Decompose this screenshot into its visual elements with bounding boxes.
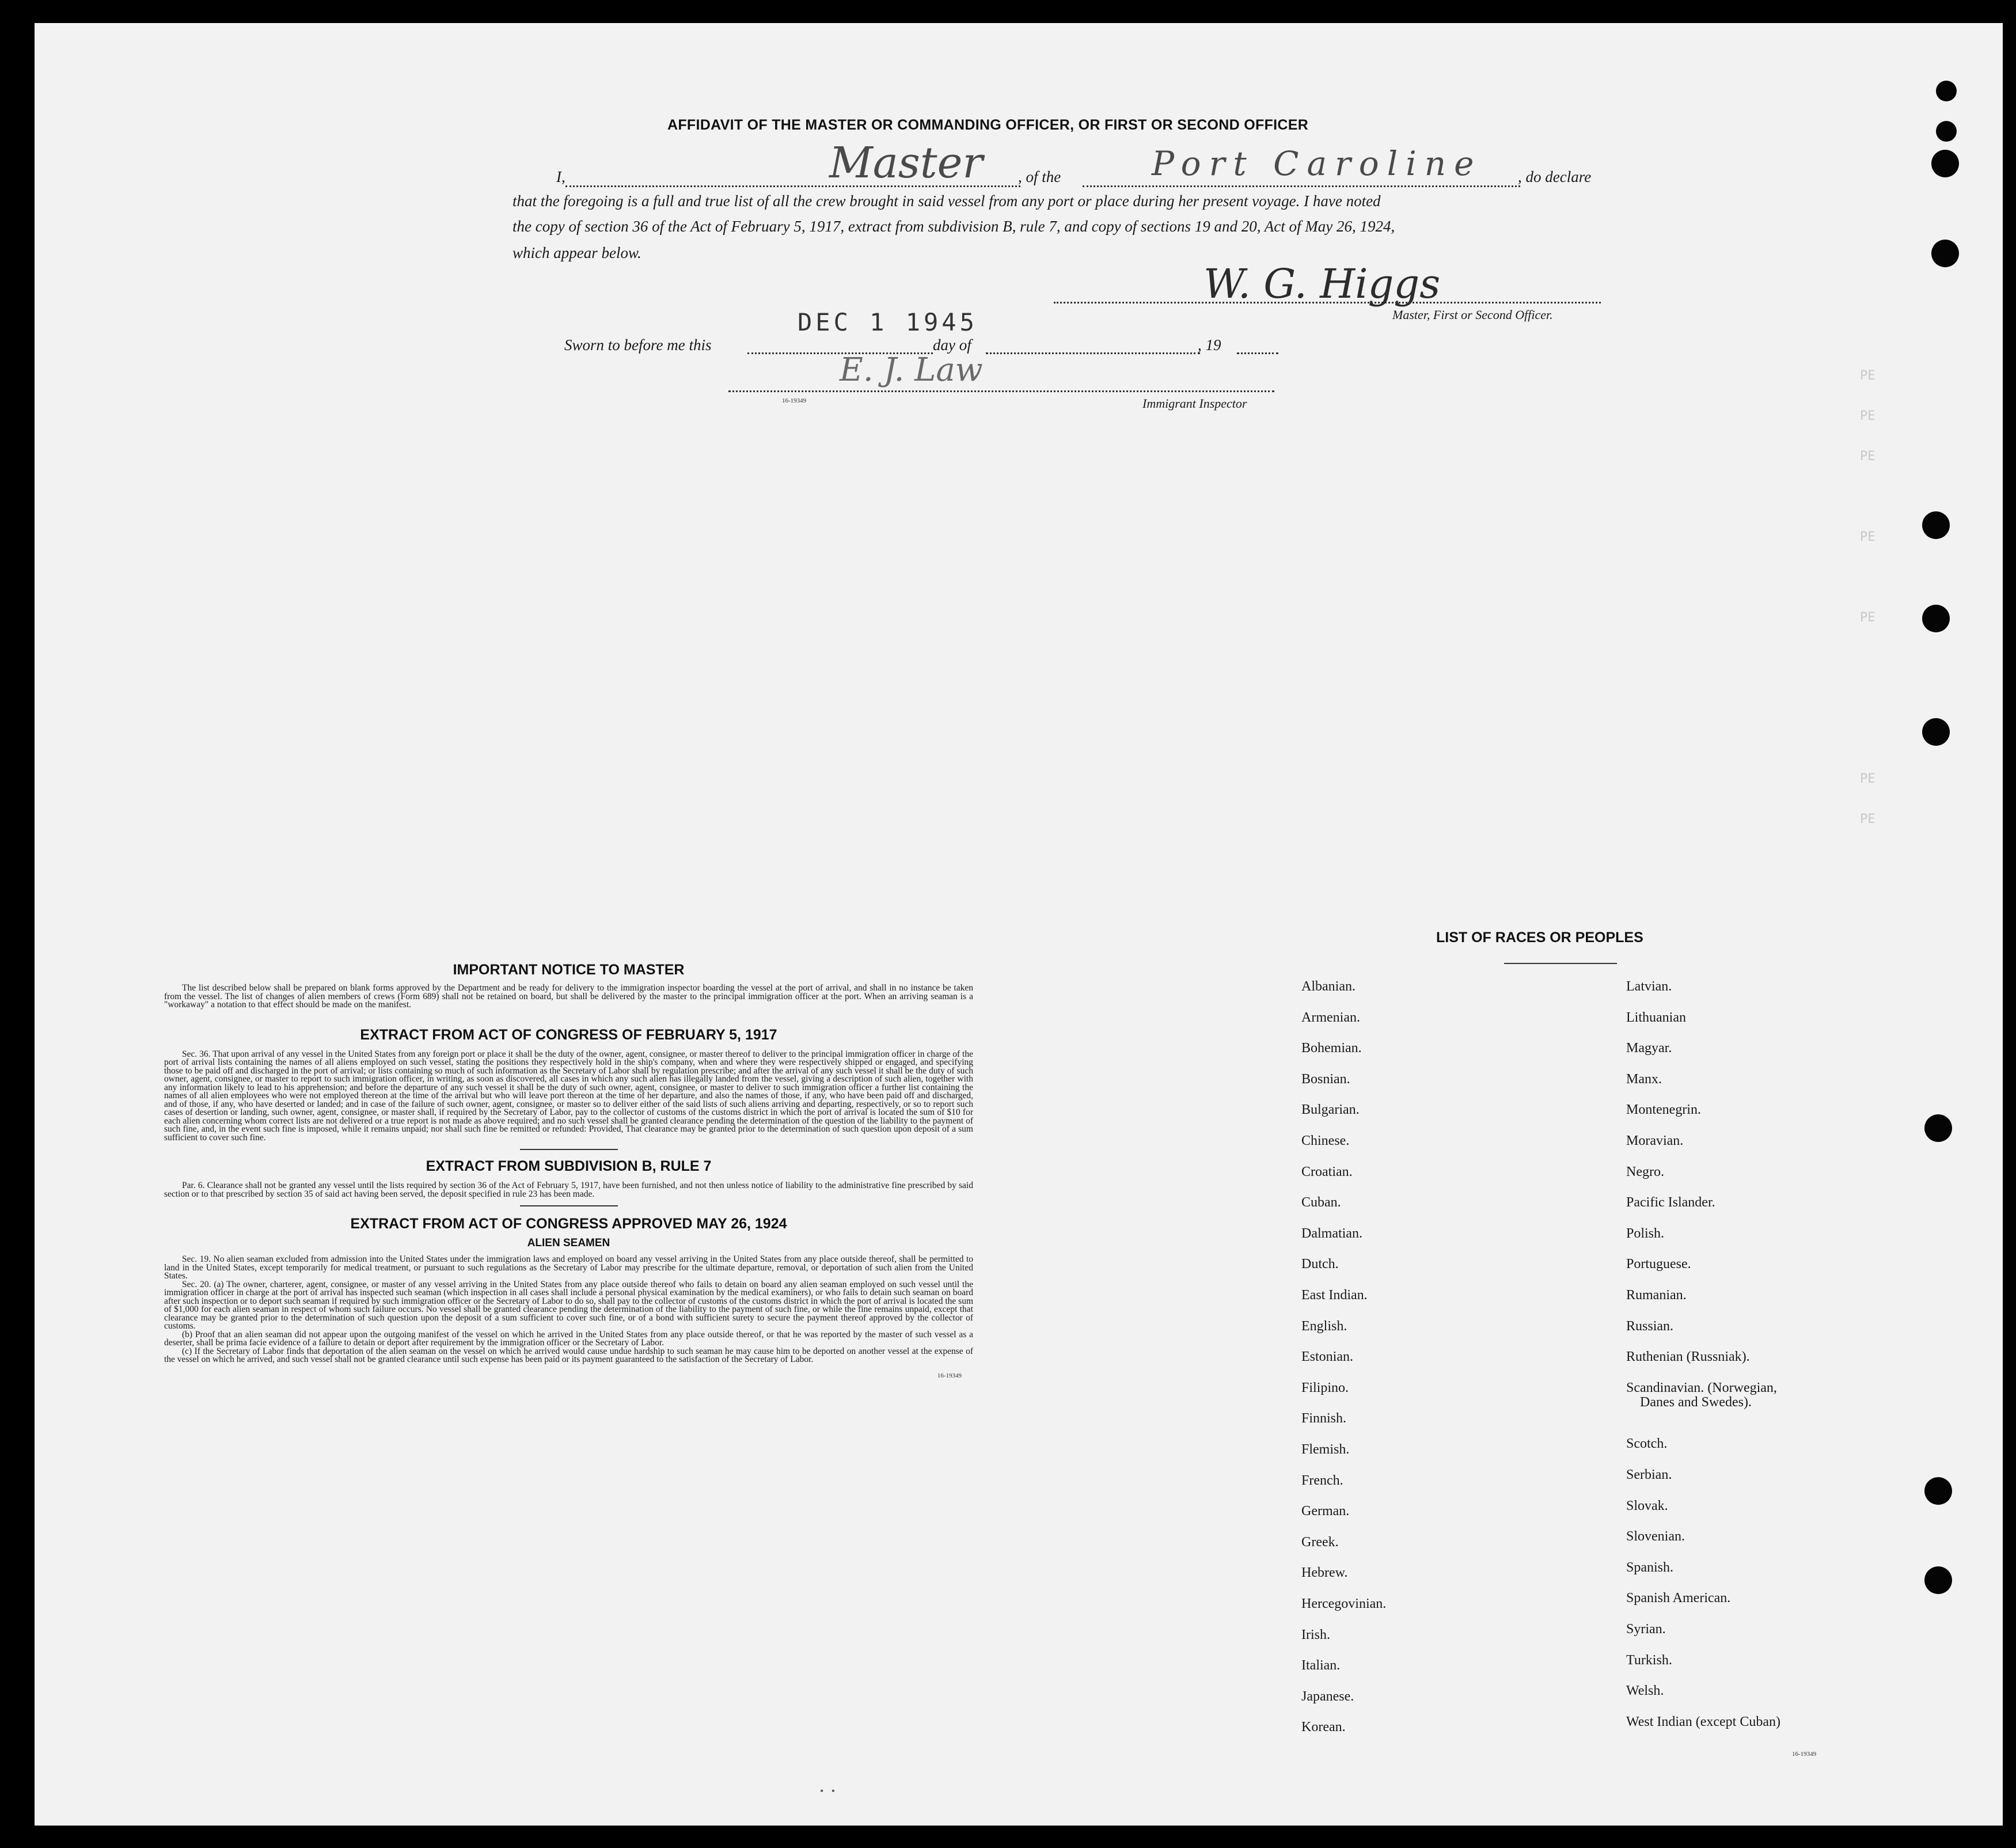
date-stamp: DEC 1 1945 <box>798 308 978 336</box>
race-item: Italian. <box>1301 1658 1341 1674</box>
race-item: East Indian. <box>1301 1288 1368 1303</box>
binder-hole <box>1924 1477 1952 1505</box>
binder-hole <box>1924 1566 1952 1594</box>
affidavit-line4: which appear below. <box>512 244 641 261</box>
sworn-year-field[interactable] <box>1237 352 1278 354</box>
notice-column <box>164 962 973 1379</box>
inspector-signature: E. J. Law <box>840 351 983 389</box>
extract3-sec19: Sec. 19. No alien seaman excluded from admission into the United States under the immigration laws and employed on board any vessel arriving in the United States from any place outside thereof, shall be permitted to land in the United States, except temporarily for medical treatment, or pursuant to such regulations as the Secretary of Labor may prescribe for the ultimate departure, removal, or deportation of such alien from the United States. <box>164 1254 973 1281</box>
race-item: Manx. <box>1626 1071 1662 1087</box>
race-item: Latvian. <box>1626 979 1672 994</box>
race-item: Polish. <box>1626 1225 1665 1241</box>
inspector-caption: Immigrant Inspector <box>1142 396 1247 411</box>
master-signature: W. G. Higgs <box>1203 260 1441 308</box>
races-form-number: 16-19349 <box>1792 1751 1817 1758</box>
notice-form-number: 16-19349 <box>937 1372 962 1379</box>
page-dots: • • <box>820 1785 836 1797</box>
race-item: Lithuanian <box>1626 1010 1686 1025</box>
affidavit-line3: the copy of section 36 of the Act of February 5, 1917, extract from subdivision B, rule 7, and copy of sections 19 and 20, Act of May 26, 1924, <box>512 218 1395 235</box>
extract3-sec20c: (c) If the Secretary of Labor finds that deportation of the alien seaman on the vessel on which he arrived would cause undue hardship to such seaman he may cause him to be deported on another vessel at the expense of the vessel on which he arrived, and such vessel shall not be granted clearance until such expense has been paid or its payment guaranteed to the satisfaction of the Secretary of Labor. <box>164 1346 973 1364</box>
race-item: Scandinavian. (Norwegian, <box>1626 1380 1777 1395</box>
race-item: Rumanian. <box>1626 1288 1687 1303</box>
race-item: Finnish. <box>1301 1411 1347 1426</box>
race-item: Ruthenian (Russniak). <box>1626 1349 1750 1365</box>
affidavit-line1-middle: , of the <box>1018 168 1061 185</box>
race-item: Portuguese. <box>1626 1257 1691 1272</box>
master-signature-line[interactable] <box>1054 302 1601 303</box>
sworn-year-label: , 19 <box>1198 336 1221 354</box>
race-item: Serbian. <box>1626 1467 1672 1482</box>
race-item: Japanese. <box>1301 1688 1354 1704</box>
races-title: LIST OF RACES OR PEOPLES <box>1436 929 1643 946</box>
signature-caption: Master, First or Second Officer. <box>1392 308 1553 322</box>
race-item: Croatian. <box>1301 1164 1353 1179</box>
sworn-prefix: Sworn to before me this <box>564 336 712 354</box>
divider <box>520 1205 618 1206</box>
extract3-subtitle: ALIEN SEAMEN <box>527 1237 610 1249</box>
race-item: German. <box>1301 1504 1350 1519</box>
race-item: Turkish. <box>1626 1652 1672 1668</box>
race-item: Hebrew. <box>1301 1565 1348 1581</box>
race-item: Dalmatian. <box>1301 1225 1362 1241</box>
race-item: Estonian. <box>1301 1349 1353 1365</box>
race-item: Spanish American. <box>1626 1591 1731 1606</box>
races-title-rule <box>1504 963 1617 964</box>
race-item: Chinese. <box>1301 1133 1350 1148</box>
sworn-month-field[interactable] <box>986 352 1200 354</box>
race-item: Bohemian. <box>1301 1041 1362 1056</box>
race-item: Magyar. <box>1626 1041 1672 1056</box>
sworn-day-label: day of <box>933 336 971 354</box>
affidavit-line1-suffix: , do declare <box>1518 168 1592 185</box>
inspector-signature-line[interactable] <box>728 390 1274 392</box>
race-item: Slovenian. <box>1626 1529 1685 1545</box>
vessel-name-field[interactable] <box>1083 185 1520 187</box>
affidavit-title: AFFIDAVIT OF THE MASTER OR COMMANDING OFFICER, OR FIRST OR SECOND OFFICER <box>667 117 1309 133</box>
extract3-sec20b: (b) Proof that an alien seaman did not appear upon the outgoing manifest of the vessel on which he arrived in the United States from any place outside thereof, or that he was reported by the master of such vessel as a deserter, shall be prima facie evidence of a failure to detain or deport after requirement by the immigration officer or the Secretary of Labor. <box>164 1329 973 1348</box>
race-item: Bosnian. <box>1301 1071 1350 1087</box>
race-item: West Indian (except Cuban) <box>1626 1714 1780 1729</box>
binder-hole <box>1931 240 1959 267</box>
extract1-title: EXTRACT FROM ACT OF CONGRESS OF FEBRUARY 5, 1917 <box>360 1026 777 1043</box>
notice-body: The list described below shall be prepared on blank forms approved by the Department and be ready for delivery to the immigration inspector boarding the vessel at the port of arrival, and shall in no instance be taken from the vessel. The list of changes of alien members of crews (Form 689) shall not be retained on board, but shall be delivered by the master to the principal immigration officer at the port. When an arriving seaman is a "workaway" a notation to that effect should be made on the manifest. <box>164 983 973 1010</box>
affidavit-line2: that the foregoing is a full and true list of all the crew brought in said vessel from any port or place during her present voyage. I have noted <box>512 192 1381 210</box>
extract1-body: Sec. 36. That upon arrival of any vessel in the United States from any foreign port or place it shall be the duty of the owner, agent, consignee, or master thereof to deliver to the principal immigration officer in charge of the port of arrival lists containing the names of all aliens employed on such vessel, stating the positions they respectively hold in the ship's company, when and where they were respectively shipped or engaged, and specifying those to be paid off and discharged in the port of arrival; or lists containing so much of such information as the Secretary of Labor shall by regulation prescribe; and after the arrival of any such vessel it shall be the duty of such owner, agent, consignee, or master to report to such immigration officer, in writing, as soon as discovered, all cases in which any such alien has illegally landed from the vessel, giving a description of such alien, together with any information likely to lead to his apprehension; and before the departure of any such vessel it shall be the duty of such owner, agent, consignee, or master to deliver to such immigration officer a further list containing the names of all alien employees who were not employed thereon at the time of the arrival but who will leave port thereon at the time of her departure, and also the names of those, if any, who have been paid off and discharged, and of those, if any, who have deserted or landed; and in case of the failure of such owner, agent, consignee, or master so to deliver either of the said lists of such aliens arriving and departing, respectively, or so to report such cases of desertion or landing, such owner, agent, consignee, or master shall, if required by the Secretary of Labor, pay to the collector of customs of the customs district in which the port of arrival is located the sum of $10 for each alien concerning whom correct lists are not delivered or a true report is not made as above required; and no such vessel shall be granted clearance pending the determination of the question of the liability to the payment of such fine, and, in the event such fine is imposed, while it remains unpaid; nor shall such fine be remitted or refunded: Provided, That clearance may be granted prior to the determination of such question upon deposit of a sum sufficient to cover such fine. <box>164 1049 973 1143</box>
master-name-handwriting: Master <box>829 138 983 188</box>
extract3-title: EXTRACT FROM ACT OF CONGRESS APPROVED MAY 26, 1924 <box>350 1216 787 1232</box>
binder-hole <box>1931 150 1959 177</box>
divider <box>520 1149 618 1150</box>
race-item: Korean. <box>1301 1720 1346 1735</box>
race-item: Hercegovinian. <box>1301 1596 1387 1611</box>
bleed-through-marks: PE PE PE PE PE PE PE <box>1860 369 1875 826</box>
race-item: English. <box>1301 1318 1347 1334</box>
race-item: Scotch. <box>1626 1436 1668 1452</box>
race-item: Dutch. <box>1301 1257 1339 1272</box>
race-item: Spanish. <box>1626 1559 1674 1575</box>
binder-hole <box>1936 81 1957 101</box>
race-item: Irish. <box>1301 1627 1330 1642</box>
race-item: Pacific Islander. <box>1626 1195 1715 1211</box>
vessel-name-handwriting: Port Caroline <box>1152 144 1482 183</box>
race-item: Russian. <box>1626 1318 1674 1334</box>
race-item: Montenegrin. <box>1626 1102 1701 1118</box>
affidavit-form-number: 16-19349 <box>782 397 807 404</box>
race-item: Albanian. <box>1301 979 1356 994</box>
race-item: Syrian. <box>1626 1622 1666 1637</box>
binder-hole <box>1936 121 1957 142</box>
race-item: Welsh. <box>1626 1683 1664 1699</box>
race-item: Greek. <box>1301 1534 1339 1550</box>
race-item: Armenian. <box>1301 1010 1360 1025</box>
race-item: French. <box>1301 1473 1343 1488</box>
affidavit-line1-prefix: I, <box>556 168 565 185</box>
extract3-sec20a: Sec. 20. (a) The owner, charterer, agent, consignee, or master of any vessel arriving in the United States from any place outside thereof who fails to detain on board any alien seaman employed on such vessel until the immigration officer in charge at the port of arrival has inspected such seaman (which inspection in all cases shall include a personal physical examination by the medical examiners), or who fails to detain such seaman on board after such inspection or to deport such seaman if required by such immigration officer or the Secretary of Labor to do so, shall pay to the collector of customs of the customs district in which the port of arrival is located the sum of $1,000 for each alien seaman in respect of whom such failure occurs. No vessel shall be granted clearance pending the determination of the liability to the payment of such fine, or while the fine remains unpaid, except that clearance may be granted prior to the determination of such question upon the deposit of a sum sufficient to cover such fine, or of a bond with sufficient surety to secure the payment thereof approved by the collector of customs. <box>164 1279 973 1331</box>
race-item: Slovak. <box>1626 1498 1668 1513</box>
extract2-title: EXTRACT FROM SUBDIVISION B, RULE 7 <box>426 1158 712 1174</box>
race-item: Danes and Swedes). <box>1640 1395 1752 1410</box>
race-item: Filipino. <box>1301 1380 1349 1395</box>
race-item: Flemish. <box>1301 1442 1350 1457</box>
notice-title: IMPORTANT NOTICE TO MASTER <box>453 962 685 978</box>
race-item: Moravian. <box>1626 1133 1684 1148</box>
extract2-body: Par. 6. Clearance shall not be granted any vessel until the lists required by section 36 of the Act of February 5, 1917, have been furnished, and not then unless notice of liability to the administrative fine prescribed by said section or to that prescribed by section 35 of said act having been served, the deposit specified in rule 23 has been made. <box>164 1181 973 1199</box>
race-item: Negro. <box>1626 1164 1664 1179</box>
race-item: Bulgarian. <box>1301 1102 1360 1118</box>
document-page <box>35 23 2003 1826</box>
race-item: Cuban. <box>1301 1195 1341 1211</box>
